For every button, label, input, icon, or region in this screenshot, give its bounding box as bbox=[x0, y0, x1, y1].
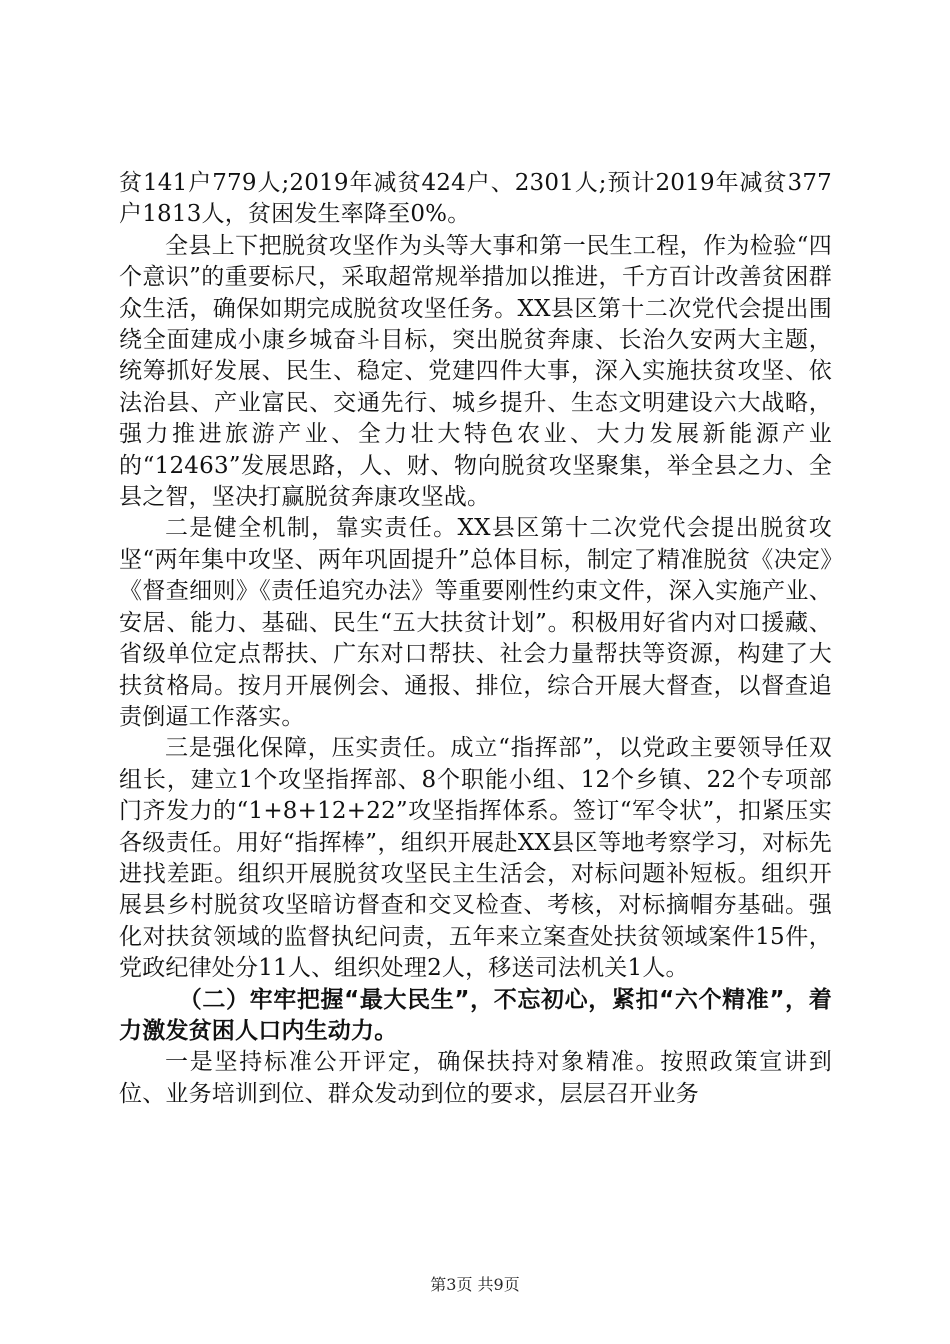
paragraph-continuation: 贫141户779人;2019年减贫424户、2301人;预计2019年减贫377户1813人，贫困发生率降至0%。 bbox=[119, 170, 832, 228]
section-heading: （二）牢牢把握“最大民生”，不忘初心，紧扣“六个精准”，着力激发贫困人口内生动力。 bbox=[119, 986, 832, 1044]
paragraph-standards: 一是坚持标准公开评定，确保扶持对象精准。按照政策宣讲到位、业务培训到位、群众发动到位的要求，层层召开业务 bbox=[119, 1049, 832, 1107]
document-body bbox=[119, 168, 832, 1110]
paragraph-overall-strategy: 全县上下把脱贫攻坚作为头等大事和第一民生工程，作为检验“四个意识”的重要标尺，采取超常规举措加以推进，千方百计改善贫困群众生活，确保如期完成脱贫攻坚任务。XX县区第十二次党代会提出围绕全面建成小康乡城奋斗目标，突出脱贫奔康、长治久安两大主题，统筹抓好发展、民生、稳定、党建四件大事，深入实施扶贫攻坚、依法治县、产业富民、交通先行、城乡提升、生态文明建设六大战略，强力推进旅游产业、全力壮大特色农业、大力发展新能源产业的“12463”发展思路，人、财、物向脱贫攻坚聚集，举全县之力、全县之智，坚决打赢脱贫奔康攻坚战。 bbox=[119, 232, 832, 511]
page-number-footer: 第3页 共9页 bbox=[430, 1275, 520, 1294]
paragraph-guarantee: 三是强化保障，压实责任。成立“指挥部”，以党政主要领导任双组长，建立1个攻坚指挥部、8个职能小组、12个乡镇、22个专项部门齐发力的“1+8+12+22”攻坚指挥体系。签订“军令状”，扣紧压实各级责任。用好“指挥棒”，组织开展赴XX县区等地考察学习，对标先进找差距。组织开展脱贫攻坚民主生活会，对标问题补短板。组织开展县乡村脱贫攻坚暗访督查和交叉检查、考核，对标摘帽夯基础。强化对扶贫领域的监督执纪问责，五年来立案查处扶贫领域案件15件，党政纪律处分11人、组织处理2人，移送司法机关1人。 bbox=[119, 735, 832, 982]
paragraph-mechanism: 二是健全机制，靠实责任。XX县区第十二次党代会提出脱贫攻坚“两年集中攻坚、两年巩固提升”总体目标，制定了精准脱贫《决定》《督查细则》《责任追究办法》等重要刚性约束文件，深入实施产业、安居、能力、基础、民生“五大扶贫计划”。积极用好省内对口援藏、省级单位定点帮扶、广东对口帮扶、社会力量帮扶等资源，构建了大扶贫格局。按月开展例会、通报、排位，综合开展大督查，以督查追责倒逼工作落实。 bbox=[119, 515, 832, 730]
